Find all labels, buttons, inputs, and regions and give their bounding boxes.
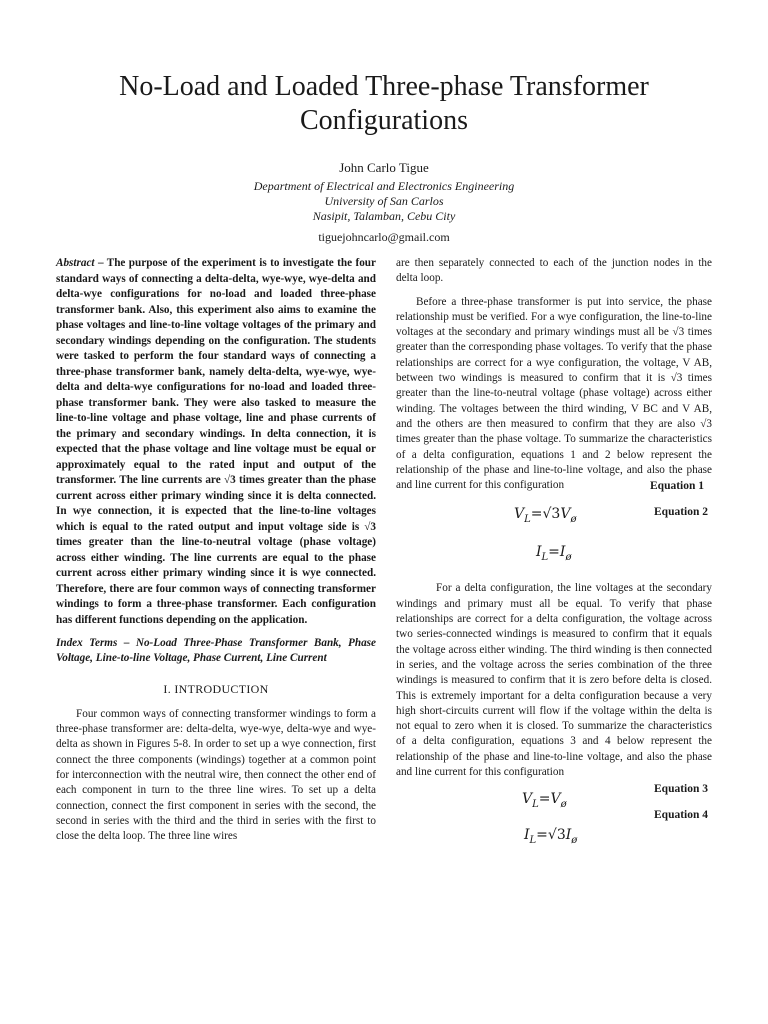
author-email: tiguejohncarlo@gmail.com [318,230,450,244]
abstract-lead: Abstract [56,257,95,269]
equation-block-1-2 [396,480,712,581]
paragraph-delta-verification: For a delta configuration, the line voltages at the secondary windings and primary must all be equal. To verify that phase relationships are correct for a delta configuration, the voltage across two series-connected windings is measured to confirm that it equals the voltage across either winding. The third winding is then connected in series, and the voltage across the series combination of the three windings is measured to confirm that it is zero before delta is closed. This is extremely important for a delta configuration because a very high short-circuits current will flow if the voltage within the delta is not equal to zero when it is closed. To summarize the characteristics of a delta configuration, equations 3 and 4 below represent the relationship of the phase and line-to-line voltage, and also the phase and line current for this configuration [396,582,712,779]
equation-1: $V_L=√3V_ø$ [514,506,577,526]
equation-2-label: Equation 2 [654,506,709,519]
abstract-body: – The purpose of the experiment is to investigate the four standard ways of connecting a delta-delta, wye-wye, wye-delta and delta-wye configurations for no-load and loaded three-phase transformer bank. Also, this experiment also aims to examine the phase voltages and line-to-line voltage voltages of the primary and secondary windings depending on the configuration. The students were tasked to perform the four standard ways of connecting a three-phase transformer bank, namely delta-delta, wye-wye, wye-delta and delta-wye configurations for no-load and loaded three-phase transformer bank. They were also tasked to measure the line-to-line voltage and phase voltage, line and phase currents of the primary and secondary windings. In delta connection, it is expected that the phase voltage and line voltage must be equal or approximately equal to the rated input and output of the transformer. The line currents are √3 times greater than the phase current across either primary winding since it is delta connected. In wye connection, it is expected that the line-to-line voltages which is equal to the rated output and input voltage side is √3 times greater than the line-to-neutral voltage (phase voltage) across either winding. The line currents are equal to the phase current across either primary winding since it is wye connected. Therefore, there are four common ways of connecting transformer windings to form a three-phase transformer. Each configuration has different functions depending on the application. [56,257,376,626]
paper-title: No-Load and Loaded Three-phase Transformer Configurations [119,71,649,136]
left-column [56,256,376,845]
equation-1-label: Equation 1 [650,480,705,493]
paragraph-delta-loop: are then separately connected to each of the junction nodes in the delta loop. [396,257,712,285]
index-terms: Index Terms – No-Load Three-Phase Transformer Bank, Phase Voltage, Line-to-line Voltage, Phase Current, Line Current [56,637,376,665]
affiliation [60,179,708,224]
equation-3: $V_L=V_ø$ [522,791,567,811]
abstract [56,256,376,628]
paragraph-wye-verification: Before a three-phase transformer is put into service, the phase relationship must be verified. For a wye configuration, the line-to-line voltages at the secondary and primary windings must all be √3 times greater than the corresponding phase voltages. To verify that the phase relationships are correct for a wye configuration, the voltage, V AB, between two windings is measured to confirm that it is √3 times greater than the line-to-neutral voltage (phase voltage) across either winding. The voltages between the third winding, V BC and V AB, and the others are then measured to confirm that they are also √3 times greater than the phase voltage. To summarize the characteristics of a delta configuration, equations 1 and 2 below represent the relationship of the phase and line-to-line voltage, and also the phase and line current for this configuration [396,295,712,492]
right-column [396,256,712,868]
equation-4: $I_L=√3I_ø$ [524,827,578,847]
intro-paragraph: Four common ways of connecting transformer windings to form a three-phase transformer are: delta-delta, wye-wye, delta-wye and wye-delta as shown in Figures 5-8. In order to set up a wye connection, first connect the three components (windings) together at a common point for interconnection with the neutral wire, then connect the other end of each component in turn to the three line wires. To set up a delta connection, connect the first component in series with the second, the second in series with the third and the third in series with the first to close the delta loop. The three line wires [56,707,376,843]
section-heading-introduction: I. INTRODUCTION [163,681,269,696]
equation-2: $I_L=I_ø$ [536,544,572,564]
author-name: John Carlo Tigue [339,160,429,175]
affiliation-department: Department of Electrical and Electronics Engineering [253,179,515,193]
affiliation-address: Nasipit, Talamban, Cebu City [312,209,456,223]
equation-4-label: Equation 4 [654,809,709,822]
equation-3-label: Equation 3 [654,783,709,796]
affiliation-university: University of San Carlos [324,194,444,208]
equation-block-3-4 [396,780,712,868]
